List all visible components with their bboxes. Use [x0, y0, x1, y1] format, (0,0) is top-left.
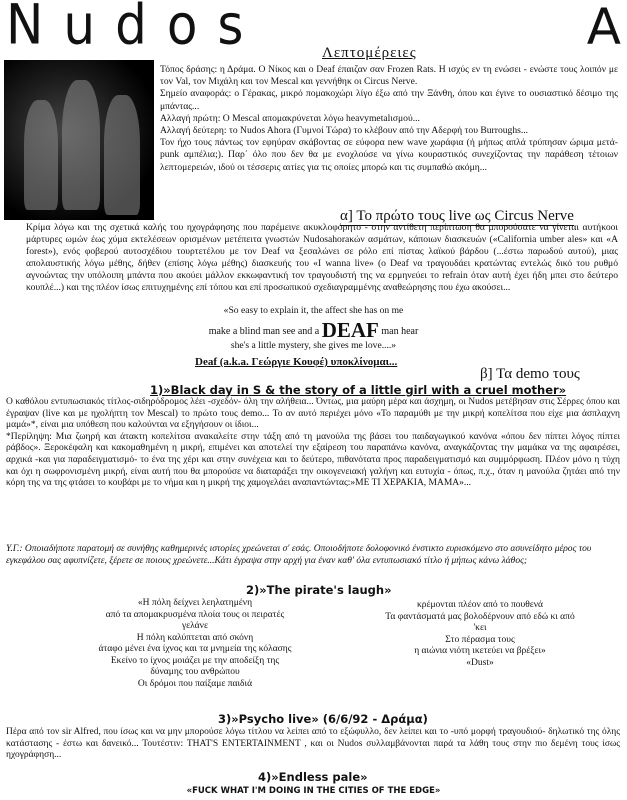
- section-b-title: β] Τα demo τους: [480, 366, 580, 382]
- lyric-line: Τα φαντάσματά μας βολοδέρνουν από εδώ κι από: [385, 611, 575, 622]
- page-title-letter: A: [586, 0, 621, 56]
- lyric-line: Οι δρόμοι που παίξαμε παιδιά: [137, 678, 253, 689]
- song-3-body: [6, 727, 620, 762]
- song-1-title-text: 1)»Black day in S & the story of a little girl with a cruel mother»: [150, 383, 567, 397]
- song-3-title: [218, 712, 428, 726]
- lyric-line: 'κει: [473, 623, 487, 633]
- song-1-paragraph: Ο καθόλου εντυπωσιακός τίτλος-σιδηρόδρομος λέει -σχεδόν- όλη την αλήθεια... Όντως, μια μαύρη μέρα και άσχημη, οι Nudos μετέβησαν στις Σέρρες όπου και έγραψαν (live και με ηχολήπτη τον Mescal) το πρώτο τους demo... Το αν αυτό περιέχει μόνο «Το παραμύθι με την μικρή κοπελίτσα που είχε μια άσπλαχνη μαμά»*, είναι μια υπόθεση που καλούνται να εξηγήσουν οι ίδιοι...: [6, 397, 620, 431]
- page-title: Nudos: [6, 0, 264, 57]
- section-a-paragraph: Κρίμα λόγω και της σχετικά καλής του ηχογράφησης που παρέμεινε ακυκλοφόρητο - στην αντίθετη περίπτωση θα μπορούσατε να γίνεται αυτήκοοι μάρτυρες ωμών έως χύμα εκτελέσεων ορισμένων μετέπειτα γνωστών Nudosahoraκών ασμάτων, κάποιων διασκευών («California umber ales» και «A forest»), ενός φοβερού αυτοσχέδιου τουρτετέλου με τον Deaf να ξεσαλώνει σε ρόλο επί πίστας λαϊκού βάρδου (...έστω παρωδού αυτού), μιας απολαυστικής λόγω μέθης, δήθεν (επίσης λόγω μέθης) διασκευής του «I wanna live» (ο Deaf να τραγουδάει κρατώντας εντελώς δικό του ρυθμό αγνοώντας την υπόλοιπη μπάντα που ακούει μάλλον εκκωφαντική τον τραγουδιστή της να ερμηνεύει το refrain όταν αυτή έχει ήδη μπει στο δεύτερο κουπλέ...) και της πλέον ίσως επιτυχημένης επί τόπου και επί προσωπικού σχεδιαγραμμένης αναθεώρησης που έχω ακούσει...: [26, 222, 618, 293]
- song-2-title: [246, 583, 392, 597]
- lyric-line: «Η πόλη δείχνει λεηλατημένη: [137, 598, 253, 608]
- song-1-body: [6, 397, 620, 490]
- lyric-line: γελάνε: [182, 621, 208, 631]
- lyric-line: η αιώνια νιότη ικετεύει να βρέξει»: [414, 646, 546, 656]
- song-1-paragraph: *Περίληψη: Μια ζωηρή και άτακτη κοπελίτσα ανακαλείτε στην τάξη από τη μανούλα της βάσει του παιδαγωγικού κανόνα «όπου δεν πίπτει λόγος πίπτει ράβδος». Ξεροκέφαλη και κακομαθημένη η μικρή, επιμένει και αποτελεί την εξαίρεση του παραπάνω κανόνα, αναγκάζοντας την μαμάκα να της αφαιρέσει, αρχικά -και για παραδειγματισμό- το ένα της χέρι και στην συνέχεια και το δεύτερο, πιθανότατα προς παραδειγματισμό και συμμόρφωση. Πλέον μόνο η τύχη και όχι η σωφρονισμένη μικρή, είναι αυτή που θα μπορούσε να διαταράξει την οικογενειακή γαλήνη και ευτυχία - όπως, π.χ., όταν η μανούλα ζητάει από την κόρη της να της φτάσει το κουβάρι με το νήμα και η μικρή της χαμογελάει αναπαντώντας:»ΜΕ ΤΙ ΧΕΡΑΚΙΑ, ΜΑΜΑ»...: [6, 431, 620, 489]
- song-3-paragraph: Πέρα από τον sir Alfred, που ίσως και να μην μπορούσε λόγω τίτλου να λείπει από το εξώφυλλο, δεν λείπει και το -υπό μορφή τραγουδιού- δηλωτικό της όλης κατάστασης - έστω και δανεικό... Τουτέστιν: THAT'S ENTERTAINMENT , και οι Nudos συλλαμβάνονται παρά τα λάθη τους στην πιο δεμένη τους ίσως ηχογράφηση...: [6, 727, 620, 761]
- lyric-line: Εκείνο το ίχνος μοιάζει με την αποδείξη της: [110, 655, 280, 666]
- lyric-line: δύναμης του ανθρώπου: [150, 667, 240, 677]
- signature-line: Deaf (a.k.a. Γεώργιε Κουφέ) υποκλίνομαι...: [195, 356, 398, 368]
- lyric-deaf-pre: make a blind man see and a: [208, 326, 320, 337]
- intro-paragraph: Σημείο αναφοράς: ο Γέρακας, μικρό πομακοχώρι λίγο έξω από την Ξάνθη, όπου και έγινε το ουσιαστικό δέσιμο της μπάντας...: [160, 88, 618, 112]
- section-a-title: α] Το πρώτο τους live ως Circus Nerve: [340, 208, 574, 224]
- intro-paragraph: Αλλαγή δεύτερη: το Nudos Ahora (Γυμνοί Τώρα) το κλέβουν από την Αδερφή του Burroughs...: [160, 125, 529, 137]
- song-2-lyrics-left: [60, 598, 330, 690]
- song-4-lyric: «FUCK WHAT I'M DOING IN THE CITIES OF THE EDGE»: [186, 786, 441, 796]
- section-a-body: [26, 222, 618, 294]
- intro-paragraph: Τόπος δράσης: η Δράμα. Ο Νίκος και ο Deaf έπαιζαν σαν Frozen Rats. Η ισχύς εν τη ενώσει - ενώστε τους λοιπόν με τον Val, τον Μιχάλη και τον Mescal και γεννήθηκ οι Circus Nerve.: [160, 64, 618, 88]
- song-2-title-text: 2)»The pirate's laugh»: [246, 583, 392, 597]
- lyric-quote-start: «So easy to explain it, the affect she has on me: [223, 305, 404, 316]
- song-4-title-text: 4)»Endless pale»: [258, 770, 368, 784]
- song-2-lyrics-right: [360, 600, 600, 669]
- lyric-line: «Dust»: [466, 657, 494, 668]
- details-heading: Λεπτομέρειες: [322, 45, 417, 61]
- lyric-quote-end: she's a little mystery, she gives me love....»: [230, 340, 397, 351]
- lyric-deaf-word: DEAF: [321, 318, 379, 342]
- intro-paragraph: Τον ήχο τους πάντως τον εφηύραν σκάβοντας σε εύφορα new wave χωράφια (ή μήπως απλά τρύπησαν ώριμα μετά-punk αμπέλια;). Παρ΄ όλο που δεν θα με ενοχλούσε να γίνω κουραστικός συνεχίζοντας την παράθεση τέτοιων λεπτομερειών, ιδού οι τέσσερις αιτίες για τις οποίες μπορώ και τις συμπαθώ ακόμη...: [160, 137, 618, 173]
- intro-paragraph: Αλλαγή πρώτη: Ο Mescal απομακρύνεται λόγω heavymetalισμού...: [160, 112, 420, 124]
- song-1-title: [150, 383, 566, 397]
- lyric-deaf-post: man hear: [381, 326, 419, 337]
- intro-text: [160, 64, 618, 174]
- lyric-line: Η πόλη καλύπτεται από σκόνη: [136, 632, 254, 643]
- lyric-line: Στο πέρασμα τους: [445, 634, 515, 645]
- song-1-note: Υ.Γ.: Οποιαδήποτε παρατομή σε συνήθης καθημερινές ιστορίες χρεώνεται σ' εσάς. Οποιοδήποτε δολοφονικό ένστικτο ευρισκόμενο στο ασυνείδητο μέρος του εγκεφάλου σας αφυπνίζετε, ξέρετε σε ποιους χρεώνετε...Κάτι έγραψα στην αρχή για έναν καθ' όλα εντυπωσιακό τίτλο ή μήπως κάνω λάθος;: [6, 544, 592, 566]
- band-photo: [4, 60, 154, 220]
- lyric-line: κρέμονται πλέον από το πουθενά: [416, 600, 544, 610]
- lyric-line: από τα απομακρυσμένα πλοία τους οι πειρατές: [105, 609, 285, 620]
- song-4-title: [258, 770, 368, 784]
- lyric-line: άταφο μένει ένα ίχνος και τα μνημεία της κόλασης: [98, 644, 292, 654]
- song-3-title-text: 3)»Psycho live» (6/6/92 - Δράμα): [218, 712, 428, 726]
